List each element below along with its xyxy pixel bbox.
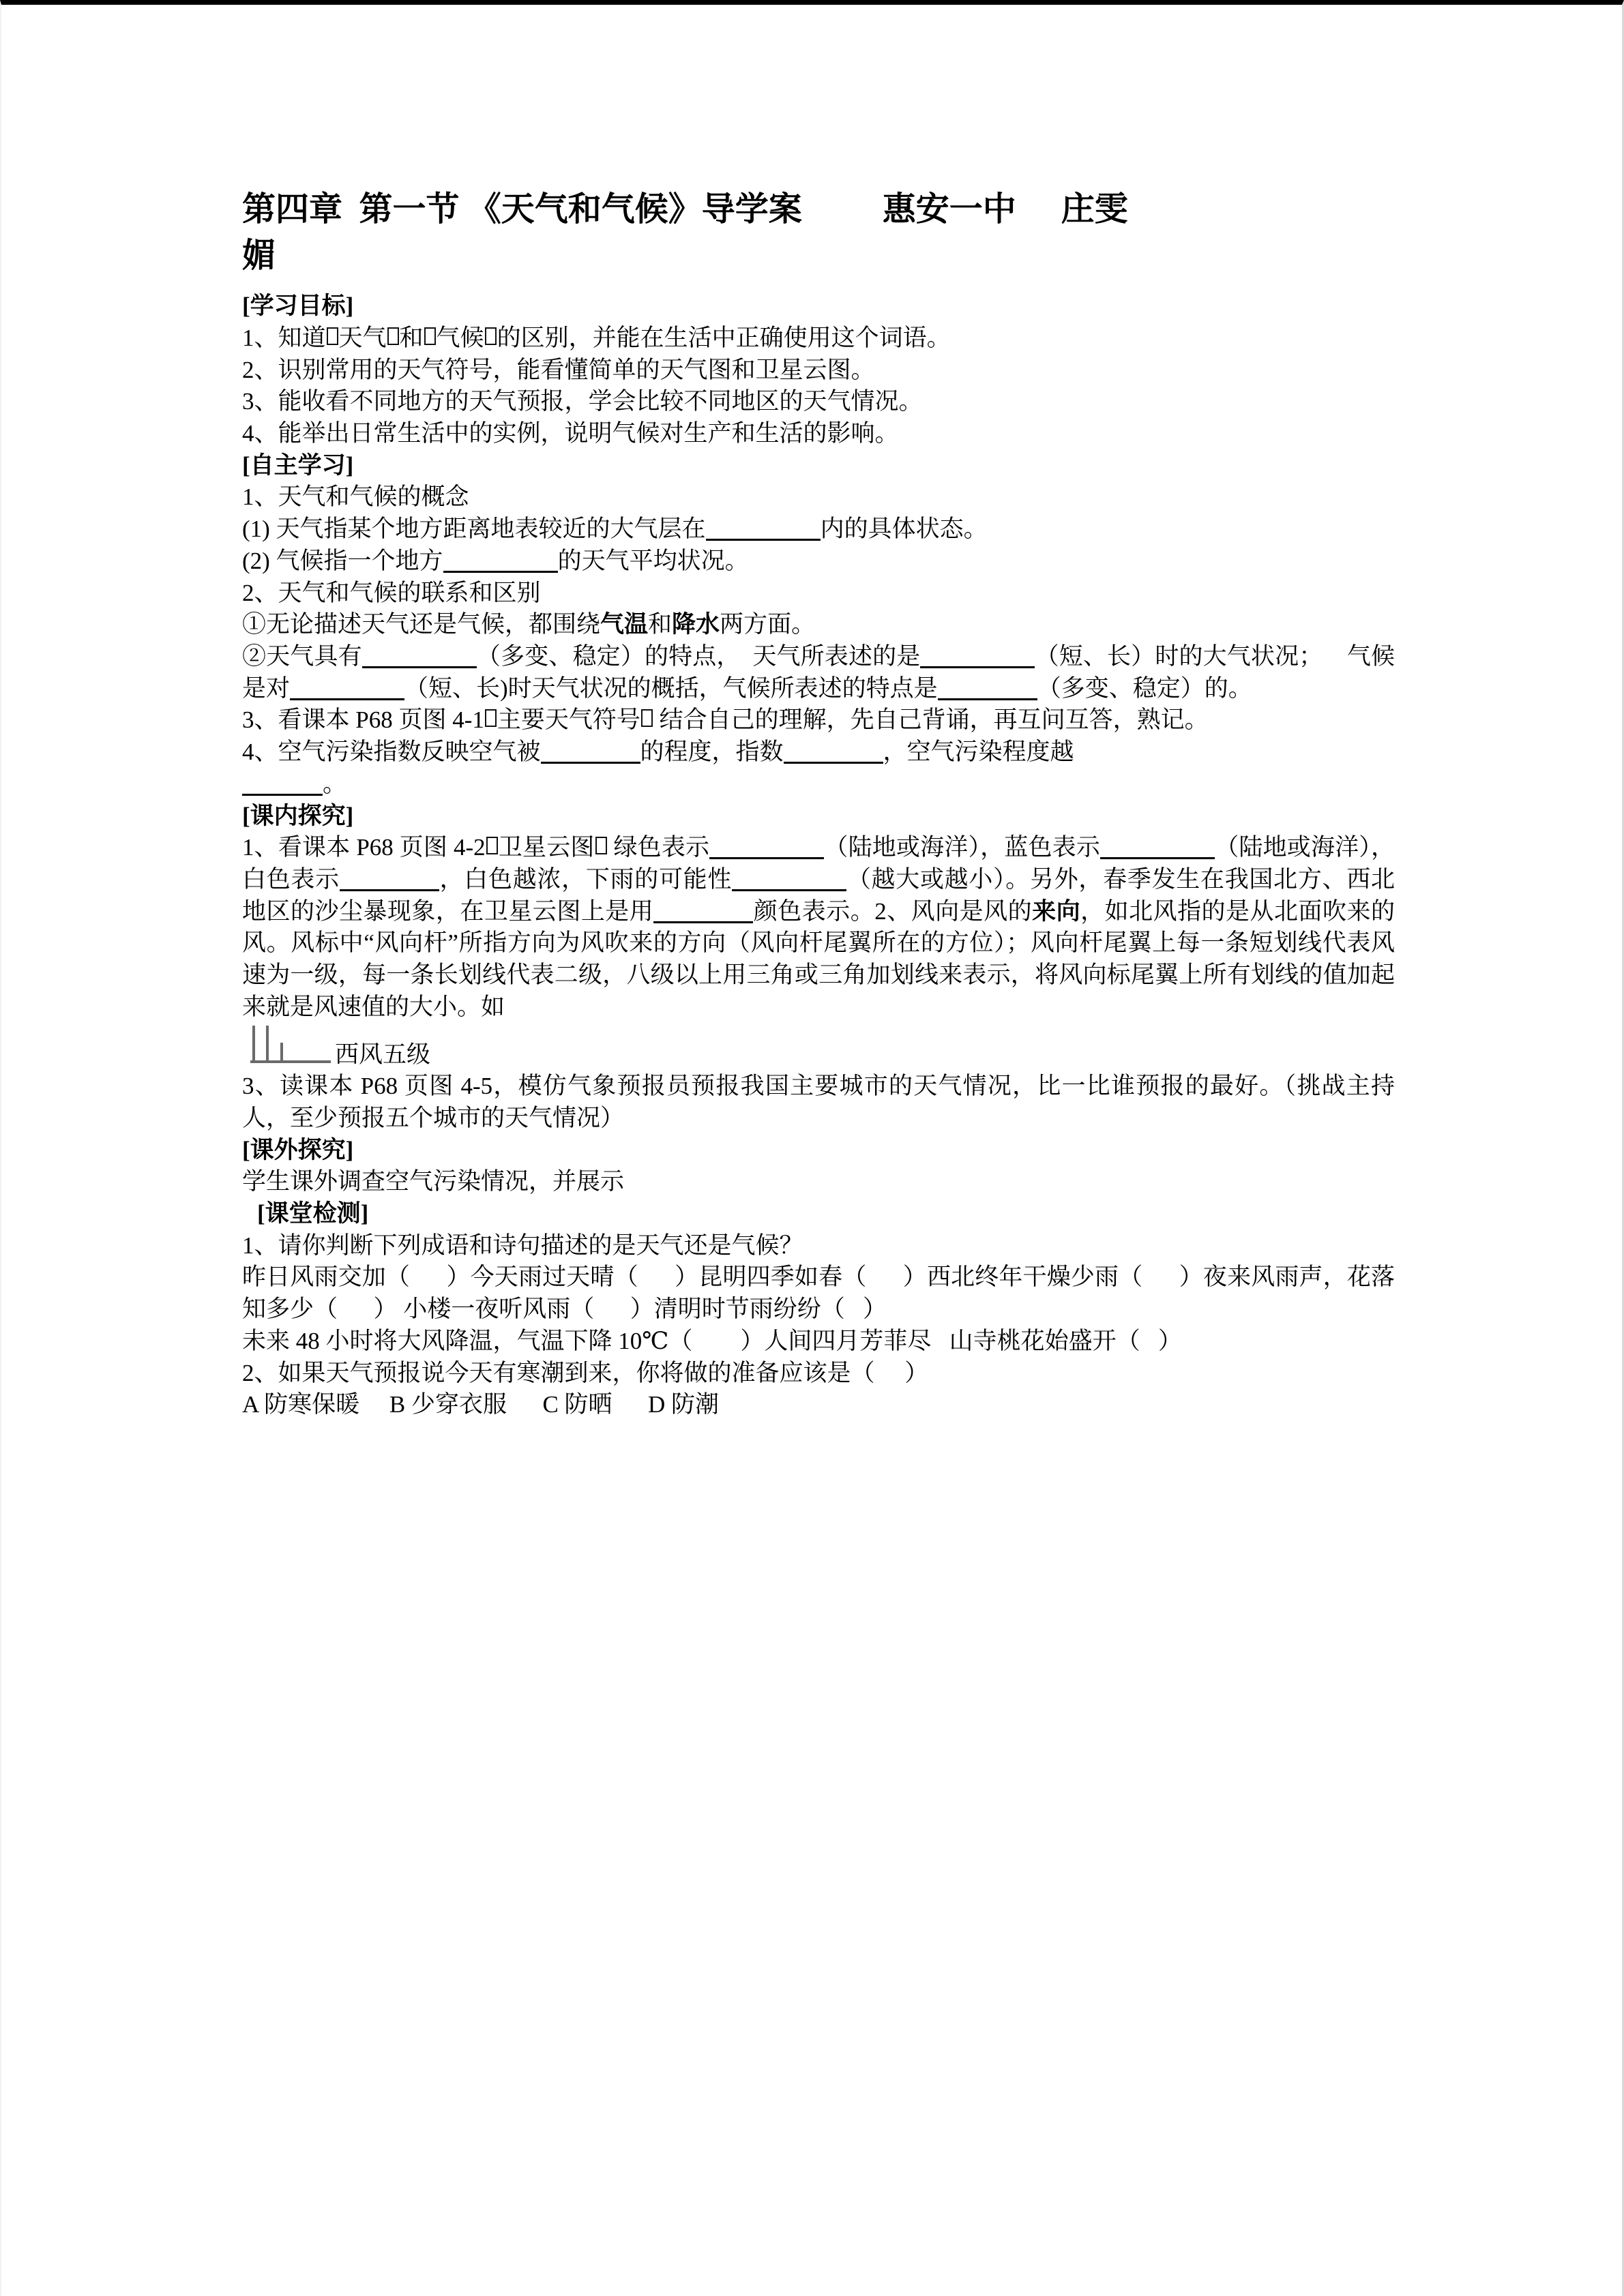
- fill-in-blank[interactable]: [706, 520, 821, 541]
- section-heading-self-study: [自主学习]: [242, 451, 354, 479]
- objective-1-post: 的区别，并能在生活中正确使用这个词语。: [497, 324, 951, 351]
- missing-glyph-box-icon: [485, 327, 497, 345]
- self-study-5c: 两方面。: [720, 611, 816, 638]
- self-study-line-1: 1、天气和气候的概念: [242, 483, 469, 511]
- self-study-line-3: [242, 546, 1395, 578]
- section-heading-quiz: [课堂检测]: [257, 1200, 369, 1227]
- self-study-7b: 主要天气符号: [497, 706, 640, 734]
- self-study-6b: （多变、稳定）的特点， 天气所表述的是: [476, 642, 921, 670]
- wind-barb-full-2: [266, 1026, 269, 1063]
- self-study-8b: 的程度，指数: [640, 739, 784, 766]
- self-study-line-5: [242, 609, 1395, 641]
- objective-1-mid: 天气: [338, 324, 387, 351]
- title-author-part2: 媚: [242, 236, 276, 274]
- keyword-precipitation: 降水: [672, 611, 720, 638]
- self-study-2b: 内的具体状态。: [820, 516, 988, 543]
- self-study-line-8: [242, 736, 1395, 769]
- spacer: [242, 280, 1395, 290]
- out-class-body: 学生课外调查空气污染情况，并展示: [242, 1168, 625, 1195]
- objective-1-mid2: 和: [399, 324, 424, 351]
- wind-barb-shaft: [250, 1060, 331, 1063]
- self-study-8c: ，空气污染程度越: [883, 739, 1074, 766]
- section-heading-in-class: [课内探究]: [242, 802, 354, 829]
- title-main: 第四章 第一节 《天气和气候》导学案: [242, 190, 802, 228]
- self-study-8d: 。: [323, 770, 347, 797]
- wind-barb-label: 西风五级: [335, 1041, 431, 1068]
- in-class-question-3: 3、读课本 P68 页图 4-5，模仿气象预报员预报我国主要城市的天气情况，比一比谁预报的最好。（挑战主持人，至少预报五个城市的天气情况）: [242, 1073, 1395, 1132]
- self-study-2a: (1) 天气指某个地方距离地表较近的大气层在: [242, 516, 706, 543]
- quiz-question-1-items[interactable]: 昨日风雨交加（ ）今天雨过天晴（ ）昆明四季如春（ ）西北终年干燥少雨（ ）夜来风雨声，花落知多少（ ） 小楼一夜听风雨（ ）清明时节雨纷纷（ ）: [242, 1264, 1395, 1323]
- self-study-3b: 的天气平均状况。: [557, 547, 749, 574]
- self-study-line-2: [242, 513, 1395, 546]
- in-class-1i: ，如北风指的是从北面吹来的风。风标中“风向杆”所指方向为风吹来的方向（风向杆尾翼所在的方位）；风向杆尾翼上每一条短划线代表风速为一级，每一条长划线代表二级，八级以上用三角或三角加划线来表示，将风向标尾翼上所有划线的值加起来就是风速值的大小。如: [242, 897, 1395, 1020]
- fill-in-blank[interactable]: [362, 647, 477, 668]
- self-study-line-7: [242, 704, 1395, 736]
- missing-glyph-box-icon: [595, 837, 607, 854]
- quiz-question-1-items-2[interactable]: 未来 48 小时将大风降温，气温下降 10℃（ ）人间四月芳菲尽 山寺桃花始盛开（ ）: [242, 1327, 1182, 1354]
- self-study-line-6: [242, 641, 1395, 704]
- fill-in-blank[interactable]: [784, 743, 883, 764]
- self-study-5a: ①无论描述天气还是气候，都围绕: [242, 611, 601, 638]
- missing-glyph-box-icon: [486, 837, 498, 854]
- keyword-wind-origin: 来向: [1032, 897, 1081, 925]
- missing-glyph-box-icon: [327, 327, 338, 345]
- in-class-1h: 颜色表示。2、风向是风的: [753, 897, 1033, 925]
- quiz-question-2[interactable]: 2、如果天气预报说今天有寒潮到来，你将做的准备应该是（ ）: [242, 1359, 929, 1386]
- objective-item-2: 2、识别常用的天气符号，能看懂简单的天气图和卫星云图。: [242, 356, 875, 383]
- missing-glyph-box-icon: [485, 709, 497, 727]
- section-heading-out-class: [课外探究]: [242, 1136, 354, 1163]
- document-title: [242, 188, 1395, 231]
- self-study-line-8-cont: [242, 769, 1395, 801]
- objective-item-1: [242, 323, 1395, 355]
- objective-1-mid3: 气候: [436, 324, 484, 351]
- in-class-1c: 绿色表示: [607, 834, 710, 861]
- document-title-wrap: [242, 234, 1395, 278]
- fill-in-blank[interactable]: [541, 743, 640, 764]
- keyword-temperature: 气温: [600, 611, 649, 638]
- in-class-question-1: [242, 832, 1395, 1023]
- wind-barb-full-1: [252, 1026, 255, 1063]
- missing-glyph-box-icon: [387, 327, 399, 345]
- title-school: 惠安一中: [882, 190, 1016, 228]
- in-class-1b: 卫星云图: [498, 834, 595, 861]
- in-class-1f: ，白色越浓，下雨的可能性: [439, 865, 733, 893]
- wind-barb-row: [242, 1023, 1395, 1071]
- fill-in-blank[interactable]: [290, 679, 404, 700]
- in-class-1a: 1、看课本 P68 页图 4-2: [242, 834, 486, 861]
- fill-in-blank[interactable]: [1100, 838, 1215, 859]
- document-content: [242, 188, 1395, 1421]
- fill-in-blank[interactable]: [920, 647, 1035, 668]
- self-study-3a: (2) 气候指一个地方: [242, 547, 443, 574]
- missing-glyph-box-icon: [641, 709, 653, 727]
- self-study-6a: ②天气具有: [242, 642, 362, 670]
- quiz-question-2-options[interactable]: A 防寒保暖 B 少穿衣服 C 防晒 D 防潮: [242, 1391, 720, 1418]
- self-study-6d: （短、长)时天气状况的概括，气候所表述的特点是: [404, 674, 938, 702]
- objective-item-4: 4、能举出日常生活中的实例，说明气候对生产和生活的影响。: [242, 420, 899, 447]
- self-study-5b: 和: [648, 611, 673, 638]
- fill-in-blank[interactable]: [653, 902, 753, 923]
- in-class-1g: （越大或越小）。另外，春季发生在我国北方、西北地区的沙尘暴现象，在卫星云图上是用: [242, 865, 1395, 925]
- self-study-6e: （多变、稳定）的。: [1037, 674, 1252, 702]
- fill-in-blank[interactable]: [242, 775, 323, 796]
- fill-in-blank[interactable]: [709, 838, 824, 859]
- self-study-line-4: 2、天气和气候的联系和区别: [242, 579, 541, 606]
- section-heading-objectives: [学习目标]: [242, 293, 354, 320]
- fill-in-blank[interactable]: [732, 870, 846, 891]
- fill-in-blank[interactable]: [340, 870, 439, 891]
- in-class-1e: （陆地或海洋），白色表示: [242, 834, 1395, 893]
- wind-barb-icon: [250, 1023, 331, 1068]
- title-author-part1: 庄雯: [1061, 190, 1128, 228]
- wind-barb-half: [280, 1043, 283, 1063]
- self-study-6c: （短、长）时的大气状况； 气候是对: [242, 642, 1395, 702]
- self-study-8a: 4、空气污染指数反映空气被: [242, 739, 541, 766]
- objective-item-3: 3、能收看不同地方的天气预报，学会比较不同地区的天气情况。: [242, 388, 923, 415]
- self-study-7c: 结合自己的理解，先自己背诵，再互问互答，熟记。: [653, 706, 1209, 734]
- fill-in-blank[interactable]: [443, 552, 558, 573]
- objective-1-pre: 1、知道: [242, 324, 326, 351]
- missing-glyph-box-icon: [424, 327, 436, 345]
- in-class-1d: （陆地或海洋），蓝色表示: [824, 834, 1101, 861]
- quiz-question-1: 1、请你判断下列成语和诗句描述的是天气还是气候？: [242, 1232, 803, 1259]
- fill-in-blank[interactable]: [938, 679, 1037, 700]
- self-study-7a: 3、看课本 P68 页图 4-1: [242, 706, 484, 734]
